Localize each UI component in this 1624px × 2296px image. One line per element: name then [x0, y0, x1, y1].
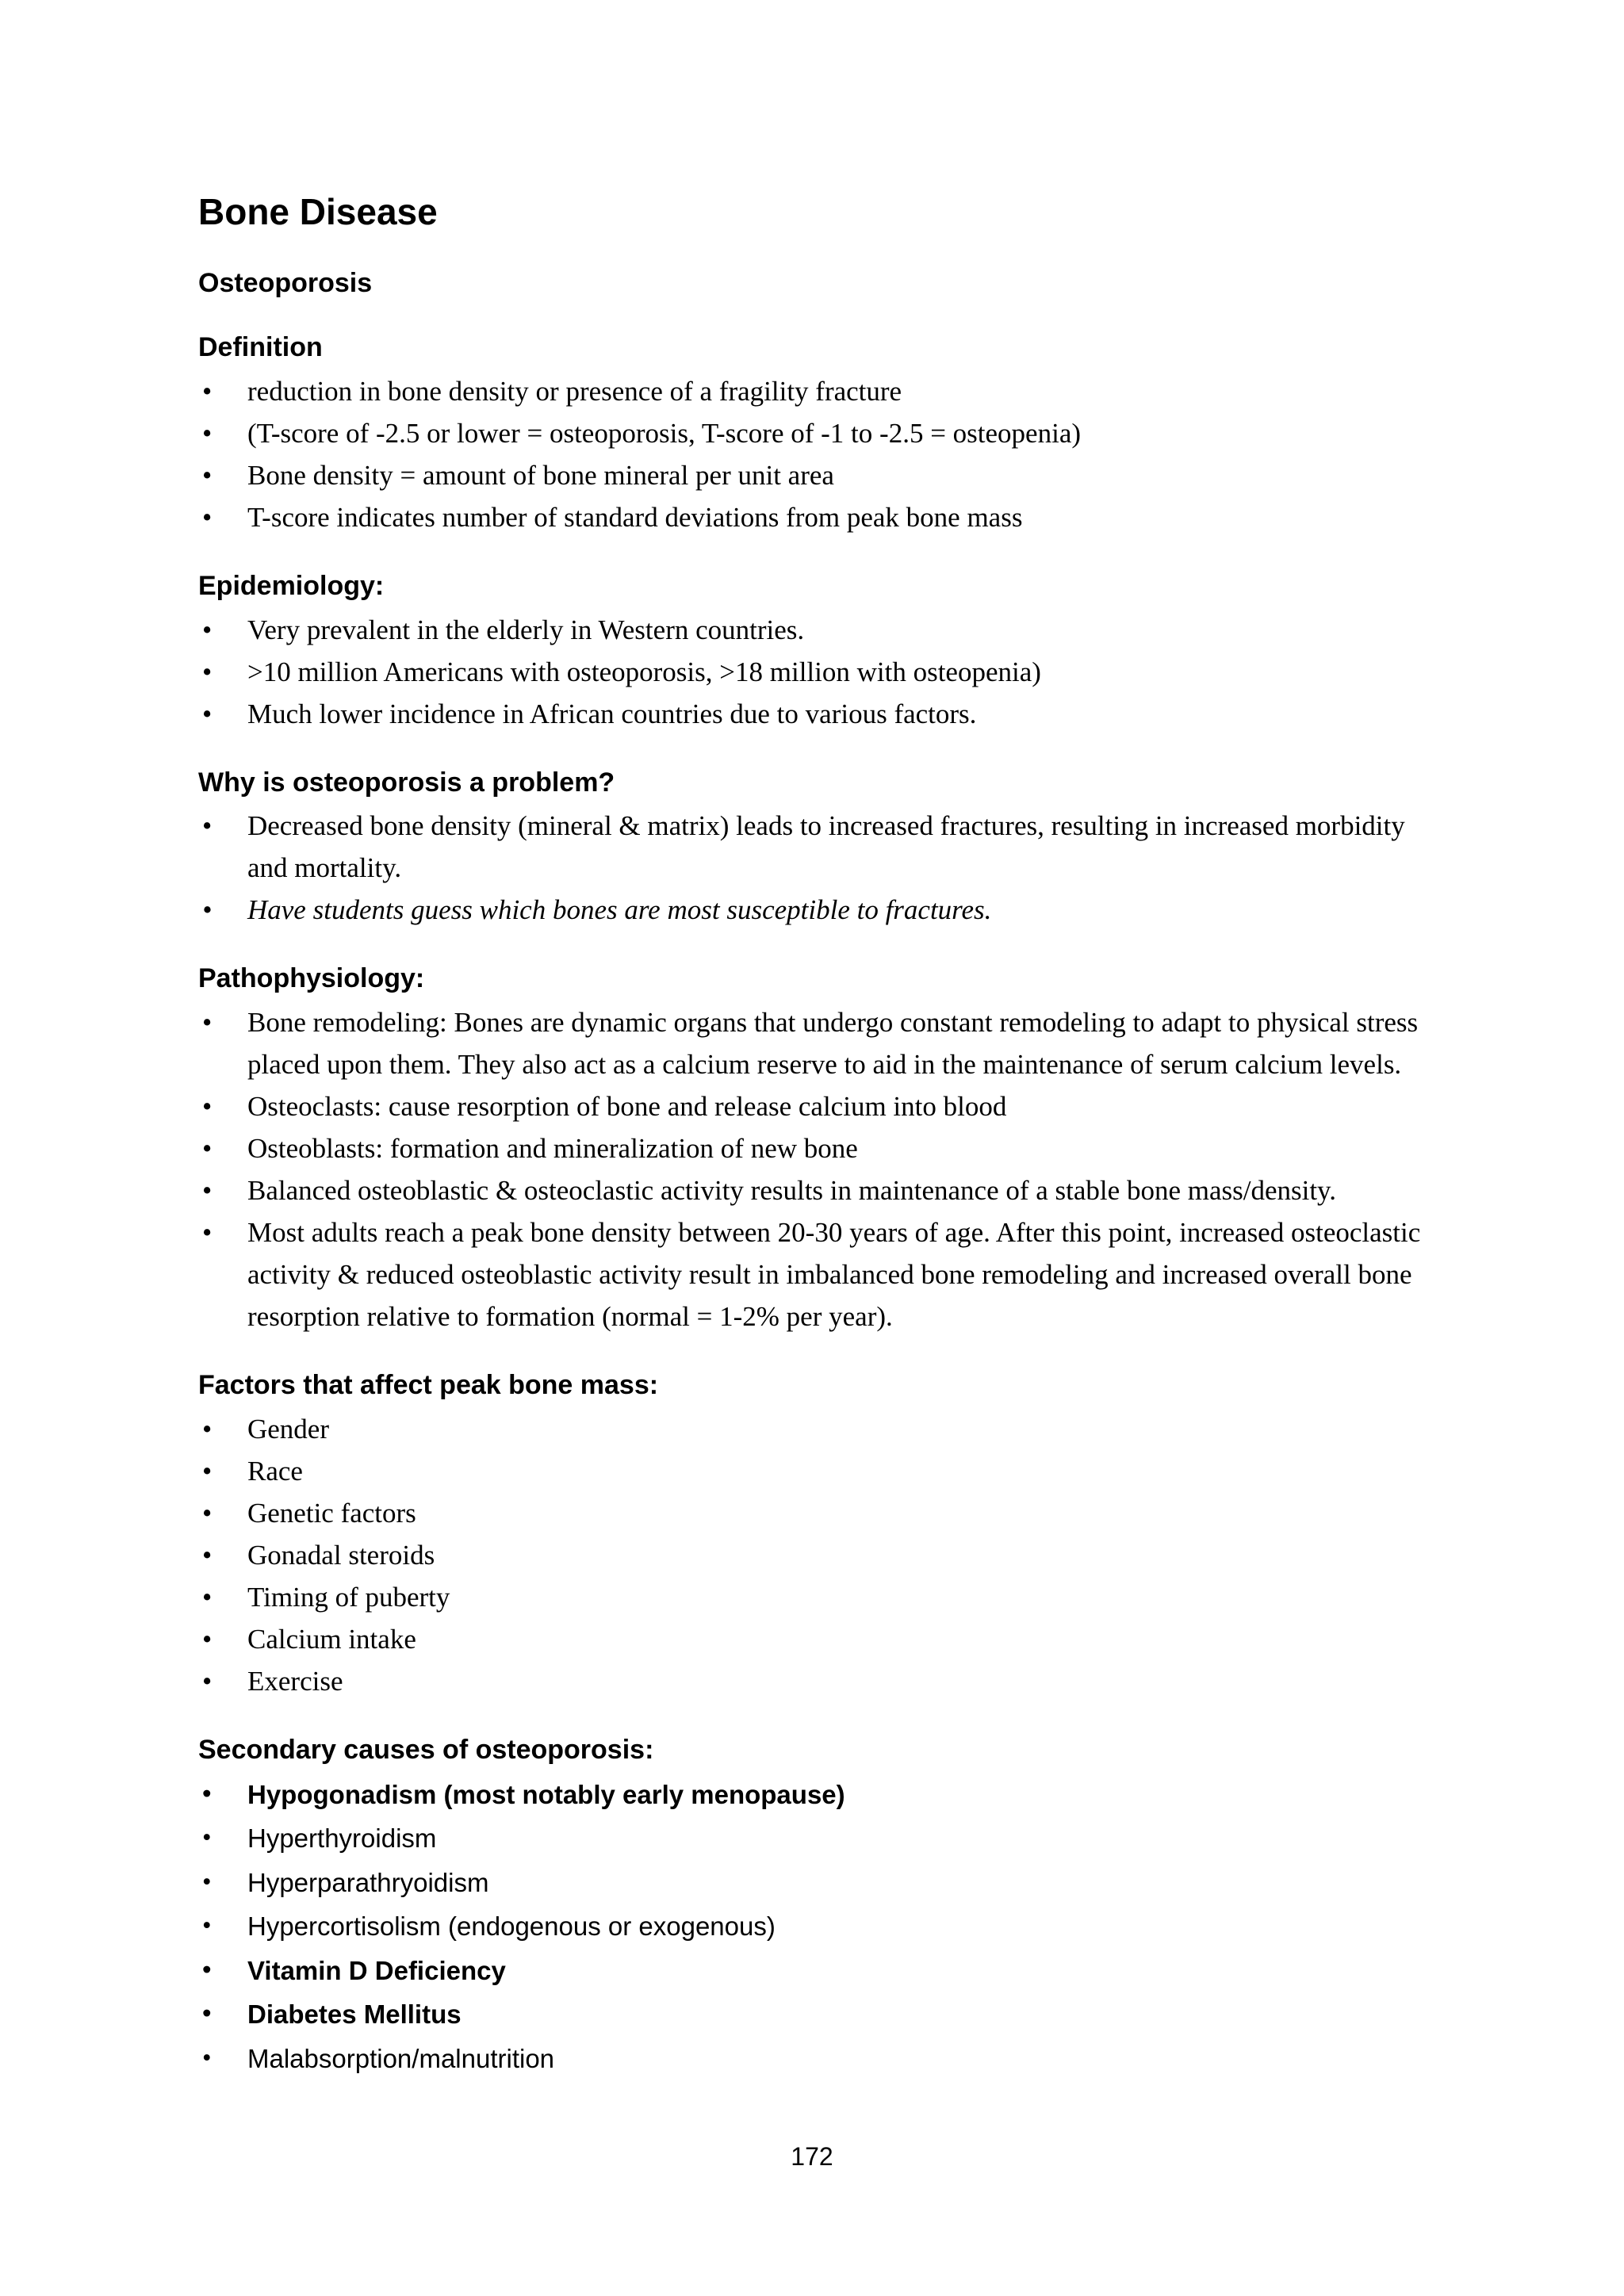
section-heading: Factors that affect peak bone mass:: [198, 1370, 659, 1401]
list-item: • Hypercortisolism (endogenous or exogenous): [198, 1904, 1435, 1949]
document-page: [198, 190, 1435, 2112]
list-item: • Genetic factors: [198, 1492, 1435, 1534]
list-item: • (T-score of -2.5 or lower = osteoporosis, T-score of -1 to -2.5 = osteopenia): [198, 412, 1435, 454]
list-item: • Osteoblasts: formation and mineralization of new bone: [198, 1127, 1435, 1169]
list-item: • Osteoclasts: cause resorption of bone and release calcium into blood: [198, 1085, 1435, 1127]
list-item: • Malabsorption/malnutrition: [198, 2037, 1435, 2081]
section-pathophysiology: [198, 962, 1435, 1337]
list-item: • Hyperparathryoidism: [198, 1861, 1435, 1905]
list-item: • Much lower incidence in African countries due to various factors.: [198, 693, 1435, 735]
list-item: • Diabetes Mellitus: [198, 1992, 1435, 2037]
list-item: • Hypogonadism (most notably early menopause): [198, 1773, 1435, 1817]
section-why-problem: [198, 767, 1435, 932]
list-item: • Timing of puberty: [198, 1576, 1435, 1618]
bullet-list: [198, 805, 1435, 931]
list-item: • >10 million Americans with osteoporosis, >18 million with osteopenia): [198, 651, 1435, 693]
list-item: • Bone density = amount of bone mineral per unit area: [198, 454, 1435, 496]
section-secondary-causes: [198, 1734, 1435, 2080]
bullet-list: [198, 370, 1435, 538]
bullet-list: [198, 1773, 1435, 2081]
list-item: • Very prevalent in the elderly in Western countries.: [198, 609, 1435, 651]
list-item: • Bone remodeling: Bones are dynamic organs that undergo constant remodeling to adapt to physical stress placed upon them. They also act as a calcium reserve to aid in the maintenance of serum calcium levels.: [198, 1001, 1435, 1085]
list-item: • Most adults reach a peak bone density between 20-30 years of age. After this point, increased osteoclastic activity & reduced osteoblastic activity result in imbalanced bone remodeling and increased overall bone resorption relative to formation (normal = 1-2% per year).: [198, 1211, 1435, 1337]
bullet-list: [198, 1001, 1435, 1337]
list-item: • Balanced osteoblastic & osteoclastic activity results in maintenance of a stable bone mass/density.: [198, 1169, 1435, 1211]
list-item: • Decreased bone density (mineral & matrix) leads to increased fractures, resulting in increased morbidity and mortality.: [198, 805, 1435, 889]
section-peak-bone-mass-factors: [198, 1369, 1435, 1702]
page-title: Bone Disease: [198, 191, 438, 232]
list-item: • Vitamin D Deficiency: [198, 1949, 1435, 1993]
page-number: 172: [791, 2142, 833, 2171]
list-item: • Gonadal steroids: [198, 1534, 1435, 1576]
section-heading: Secondary causes of osteoporosis:: [198, 1734, 654, 1765]
section-epidemiology: [198, 570, 1435, 735]
list-item: • Race: [198, 1450, 1435, 1492]
topic-title: Osteoporosis: [198, 268, 373, 299]
section-heading: Pathophysiology:: [198, 963, 425, 994]
list-item: • reduction in bone density or presence of a fragility fracture: [198, 370, 1435, 412]
list-item: • Calcium intake: [198, 1618, 1435, 1660]
list-item: • Exercise: [198, 1660, 1435, 1702]
section-definition: [198, 331, 1435, 538]
bullet-list: [198, 609, 1435, 735]
section-heading: Definition: [198, 331, 323, 362]
section-heading: Why is osteoporosis a problem?: [198, 767, 615, 798]
list-item: • T-score indicates number of standard deviations from peak bone mass: [198, 496, 1435, 538]
list-item: • Gender: [198, 1408, 1435, 1450]
list-item: • Hyperthyroidism: [198, 1816, 1435, 1861]
section-heading: Epidemiology:: [198, 570, 385, 601]
list-item: • Have students guess which bones are most susceptible to fractures.: [198, 889, 1435, 931]
bullet-list: [198, 1408, 1435, 1702]
